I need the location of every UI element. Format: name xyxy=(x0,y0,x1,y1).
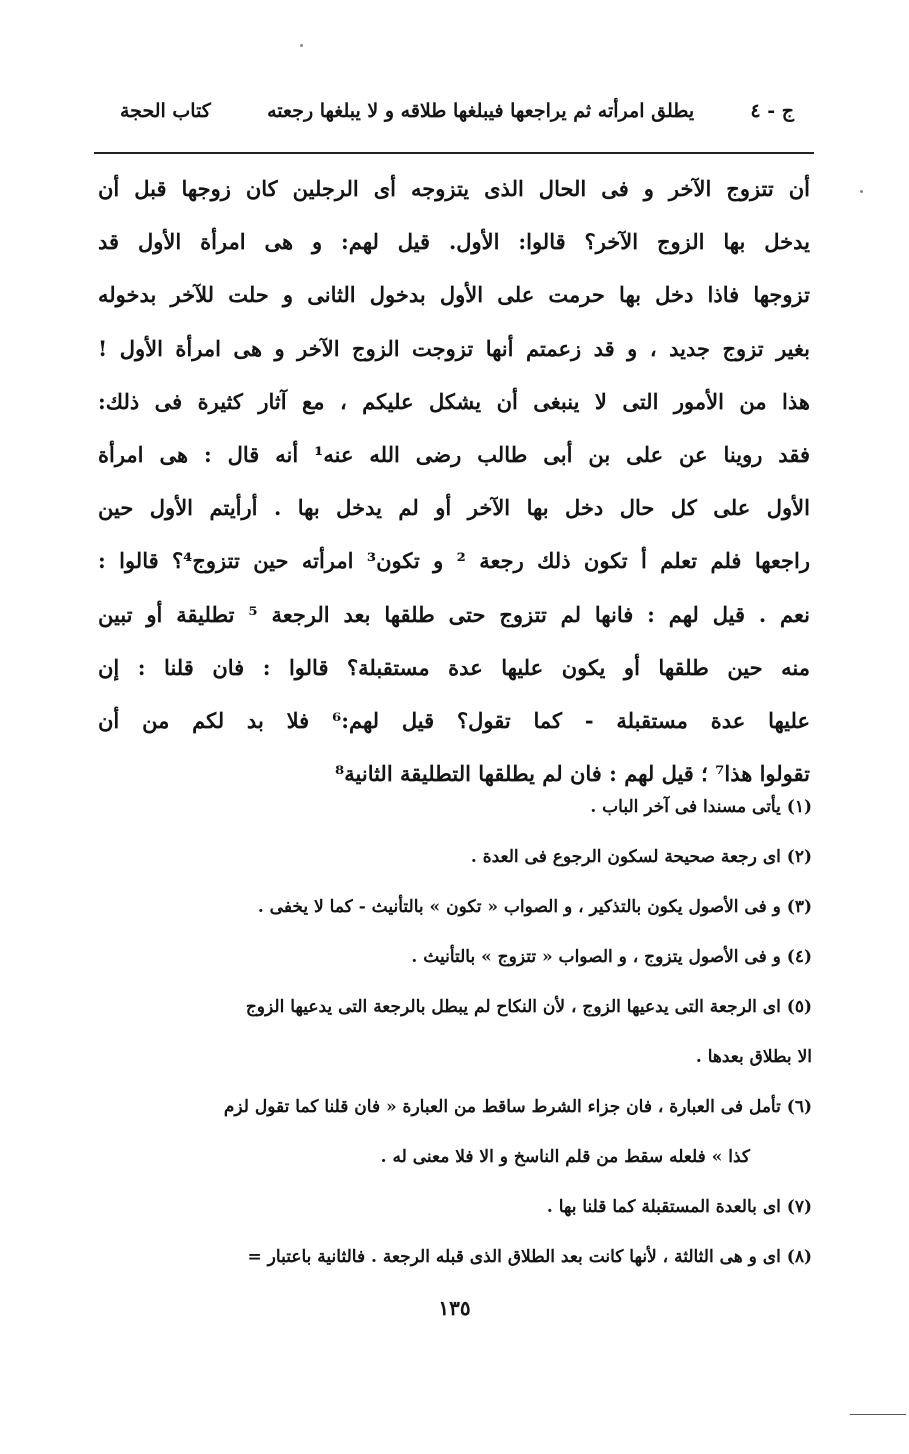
footnote-5-continued: الا بطلاق بعدها . xyxy=(695,1047,812,1067)
footnote-6-continued: كذا » فلعله سقط من قلم الناسخ و الا فلا معنى له . xyxy=(380,1147,750,1167)
footnotes xyxy=(100,795,812,1270)
footnote-6: (٦) تأمل فى العبارة ، فان جزاء الشرط ساقط من العبارة « فان قلنا كما تقول لزم xyxy=(223,1097,812,1117)
text-line: الأول على كل حال دخل بها الآخر أو لم يدخل بها . أرأيتم الأول حين xyxy=(98,495,810,521)
footnote-2: (٢) اى رجعة صحيحة لسكون الرجوع فى العدة . xyxy=(470,847,812,867)
main-text xyxy=(98,162,810,800)
footnote-5: (٥) اى الرجعة التى يدعيها الزوج ، لأن النكاح لم يبطل بالرجعة التى يدعيها الزوج xyxy=(245,997,812,1017)
corner-rule xyxy=(850,1414,906,1415)
paper-speck xyxy=(860,190,863,193)
paper-speck xyxy=(300,44,303,47)
header-volume: ج - ٤ xyxy=(750,100,794,122)
text-line: راجعها فلم تعلم أ تكون ذلك رجعة ² و تكون³ امرأته حين تتزوج⁴؟ قالوا : xyxy=(98,548,810,574)
text-line: عليها عدة مستقبلة - كما تقول؟ قيل لهم:⁶ فلا بد لكم من أن xyxy=(98,707,810,733)
text-line: فقد روينا عن على بن أبى طالب رضى الله عنه¹ أنه قال : هى امرأة xyxy=(98,441,810,467)
header-book-name: كتاب الحجة xyxy=(120,100,211,122)
page-number: ١٣٥ xyxy=(438,1296,471,1320)
text-line: تقولوا هذا⁷ ؛ قيل لهم : فان لم يطلقها التطليقة الثانية⁸ xyxy=(335,761,810,787)
text-line: أن تتزوج الآخر و فى الحال الذى يتزوجه أى الرجلين كان زوجها قبل أن xyxy=(98,176,810,201)
text-line: منه حين طلقها أو يكون عليها عدة مستقبلة؟ قالوا : فان قلنا : إن xyxy=(98,654,810,680)
footnote-3: (٣) و فى الأصول يكون بالتذكير ، و الصواب « تكون » بالتأنيث - كما لا يخفى . xyxy=(257,897,812,917)
footnote-4: (٤) و فى الأصول يتزوج ، و الصواب « تتزوج » بالتأنيث . xyxy=(411,947,812,967)
header-rule xyxy=(94,152,814,154)
text-line: نعم . قيل لهم : فانها لم تتزوج حتى طلقها بعد الرجعة ⁵ تطليقة أو تبين xyxy=(98,601,810,627)
text-line: هذا من الأمور التى لا ينبغى أن يشكل عليكم ، مع آثار كثيرة فى ذلك: xyxy=(98,388,810,414)
text-line: يدخل بها الزوج الآخر؟ قالوا: الأول. قيل لهم: و هى امرأة الأول قد xyxy=(98,229,810,255)
header-chapter-title: يطلق امرأته ثم يراجعها فيبلغها طلاقه و لا يبلغها رجعته xyxy=(267,100,695,122)
text-line: تزوجها فاذا دخل بها حرمت على الأول بدخول الثانى و حلت للآخر بدخوله xyxy=(98,282,810,308)
footnote-1: (١) يأتى مسندا فى آخر الباب . xyxy=(590,797,812,817)
running-header xyxy=(120,100,794,122)
footnote-8: (٨) اى و هى الثالثة ، لأنها كانت بعد الطلاق الذى قبله الرجعة . فالثانية باعتبار = xyxy=(247,1247,812,1267)
footnote-7: (٧) اى بالعدة المستقبلة كما قلنا بها . xyxy=(546,1197,812,1217)
text-line: بغير تزوج جديد ، و قد زعمتم أنها تزوجت الزوج الآخر و هى امرأة الأول ! xyxy=(98,335,810,361)
